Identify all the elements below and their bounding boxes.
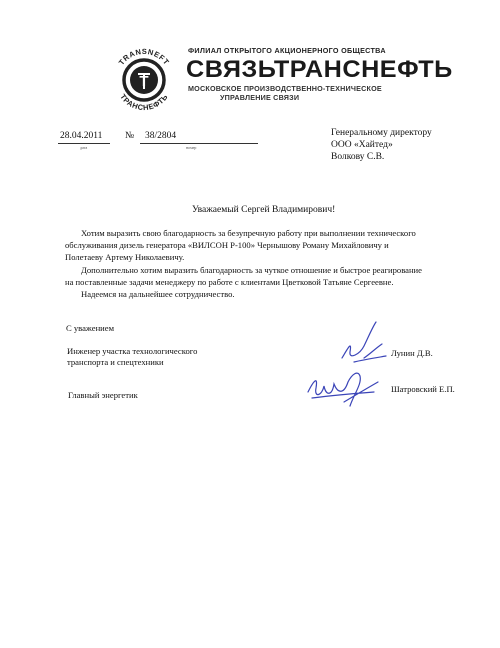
body-p3-line1: Надеемся на дальнейшее сотрудничество. — [81, 289, 235, 299]
signature-2-icon — [304, 366, 386, 412]
logo-ring-top: TRANSNEFT — [116, 46, 172, 67]
position-1-line2: транспорта и спецтехники — [67, 357, 164, 367]
date-rule — [58, 143, 110, 144]
number-rule — [140, 143, 258, 144]
svg-text:TRANSNEFT — [117, 47, 171, 67]
addressee-line-3: Волкову С.В. — [331, 152, 385, 162]
greeting: Уважаемый Сергей Владимирович! — [192, 205, 336, 215]
signatory-1-name: Лунин Д.В. — [391, 348, 433, 358]
body-p2-line2: на поставленные задачи менеджеру по работе с клиентами Цветковой Татьяне Сергеевне. — [65, 277, 394, 287]
addressee-line-1: Генеральному директору — [331, 128, 432, 138]
signature-1-icon — [334, 318, 394, 368]
signatory-2-name: Шатровский Е.П. — [391, 384, 455, 394]
date-caption: дата — [80, 145, 88, 150]
addressee-line-2: ООО «Хайтед» — [331, 140, 393, 150]
number-sign: № — [125, 131, 135, 141]
logo-ring-bottom: ТРАНСНЕФТЬ — [118, 92, 170, 113]
org-line: ФИЛИАЛ ОТКРЫТОГО АКЦИОНЕРНОГО ОБЩЕСТВА — [188, 46, 386, 55]
company-brand: СВЯЗЬТРАНСНЕФТЬ — [186, 56, 453, 83]
letter-date: 28.04.2011 — [60, 131, 103, 141]
dept-line-1: МОСКОВСКОЕ ПРОИЗВОДСТВЕННО-ТЕХНИЧЕСКОЕ — [188, 84, 382, 93]
body-p1-line1: Хотим выразить свою благодарность за безупречную работу при выполнении технического — [81, 228, 416, 238]
position-2: Главный энергетик — [68, 390, 138, 400]
number-caption: номер — [186, 145, 197, 150]
transneft-logo-icon — [108, 44, 180, 116]
svg-text:ТРАНСНЕФТЬ — [118, 92, 170, 112]
closing-regards: С уважением — [66, 323, 115, 333]
body-p2-line1: Дополнительно хотим выразить благодарность за чуткое отношение и быстрое реагирование — [81, 265, 422, 275]
letter-number: 38/2804 — [145, 131, 177, 141]
body-p1-line3: Полетаеву Артему Николаевичу. — [65, 252, 185, 262]
body-p1-line2: обслуживания дизель генератора «ВИЛСОН Р-100» Чернышову Роману Михайловичу и — [65, 240, 389, 250]
svg-text:Т: Т — [139, 73, 149, 90]
dept-line-2: УПРАВЛЕНИЕ СВЯЗИ — [220, 93, 300, 102]
position-1-line1: Инженер участка технологического — [67, 346, 198, 356]
